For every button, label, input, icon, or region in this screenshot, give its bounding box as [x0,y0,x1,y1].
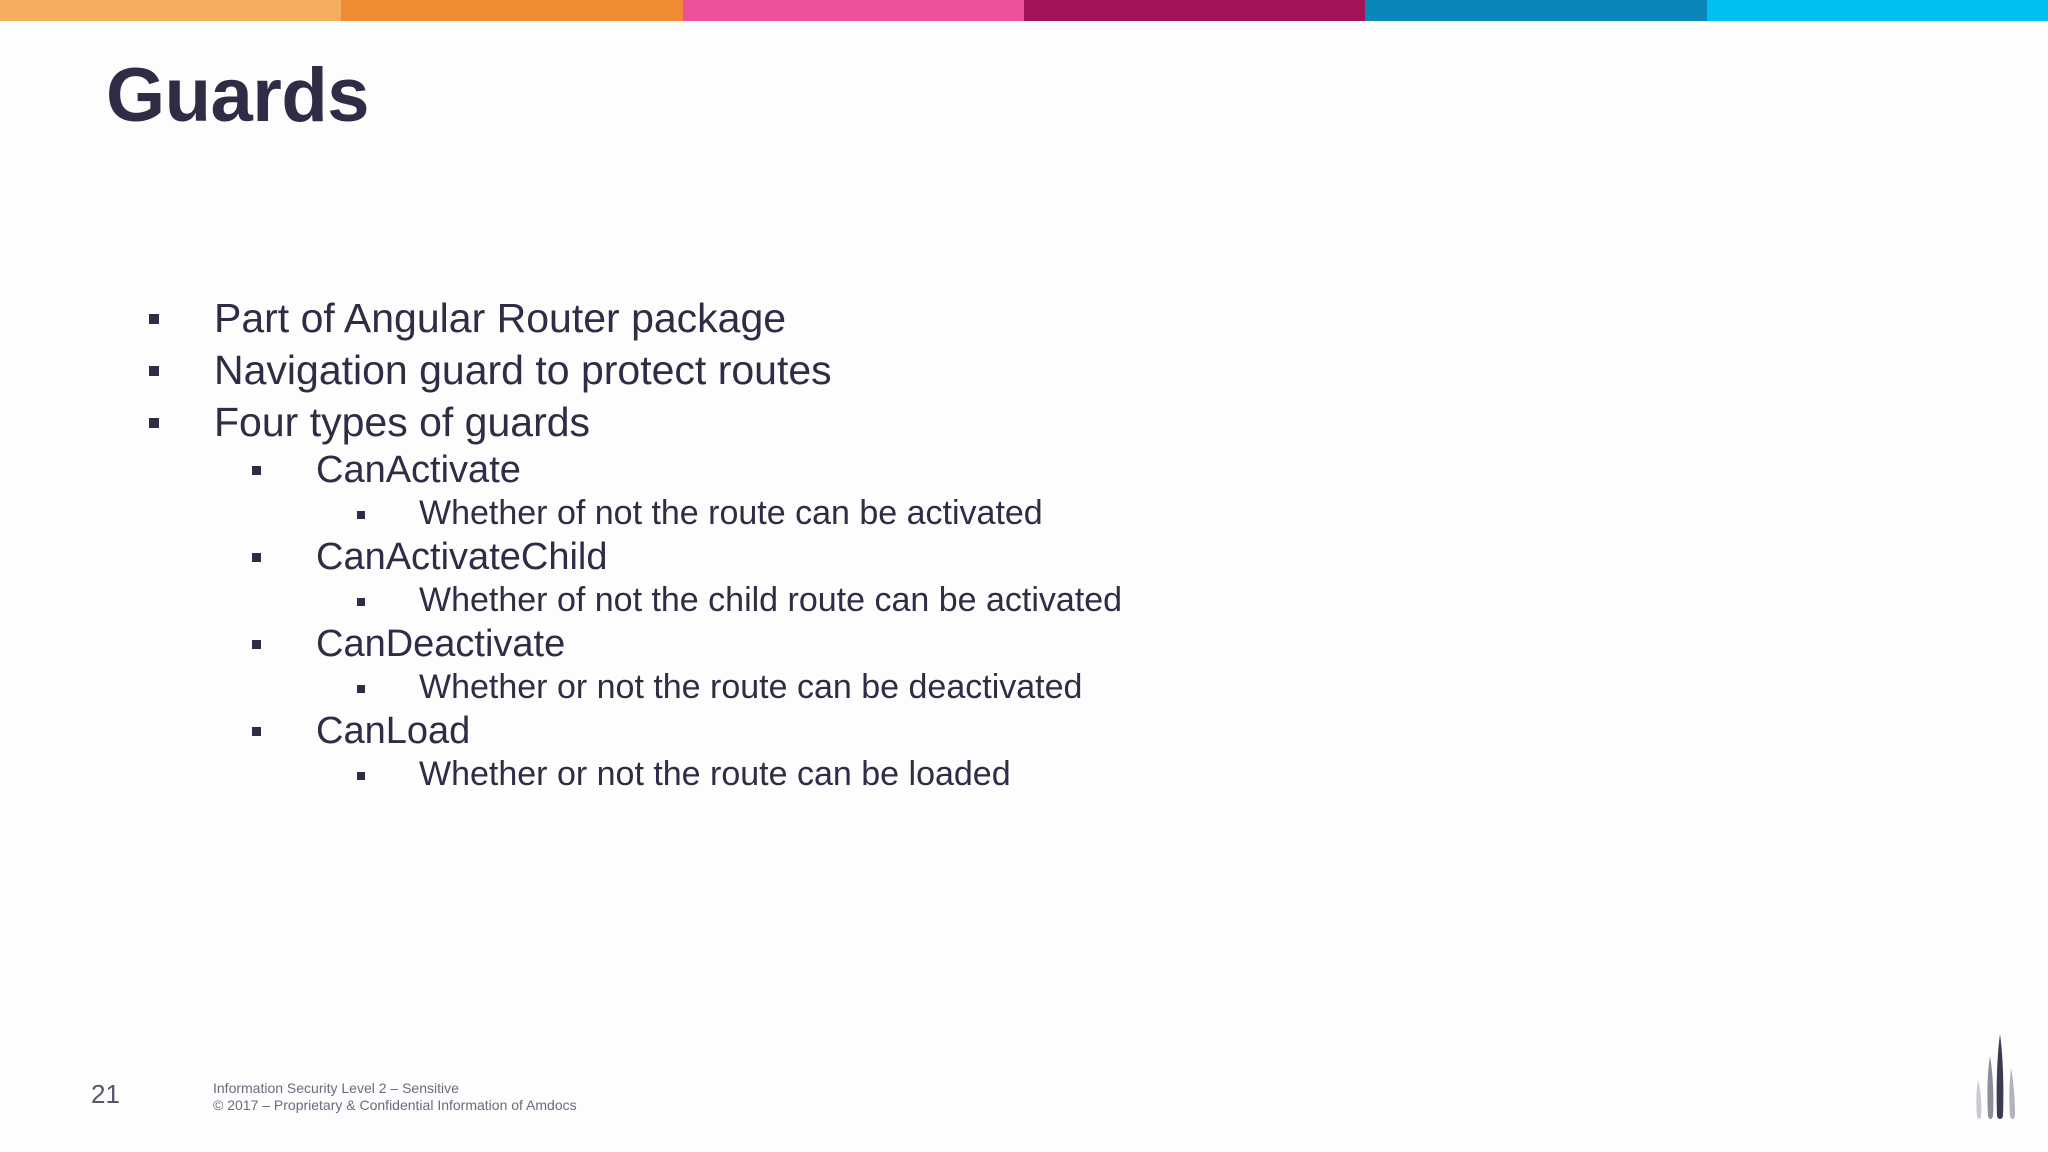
footer-copyright: © 2017 – Proprietary & Confidential Information of Amdocs [213,1097,577,1113]
guard-description-item [0,579,1600,622]
bullet-square-icon [252,553,261,562]
guard-type-item [0,622,1600,666]
guard-description-item [0,753,1600,796]
guard-description: Whether or not the route can be loaded [419,755,1011,793]
color-band-segment-3 [683,0,1024,21]
guard-description-item [0,492,1600,535]
footer-notice [213,1080,577,1114]
color-band-segment-2 [341,0,682,21]
bullet-square-icon [357,685,365,693]
bullet-square-icon [252,640,261,649]
bullet-square-icon [357,772,365,780]
bullet-list [0,292,1600,796]
list-item [0,292,1600,344]
footer-security-level: Information Security Level 2 – Sensitive [213,1080,459,1096]
color-band-segment-6 [1707,0,2048,21]
bullet-text: Part of Angular Router package [214,295,787,341]
bullet-square-icon [252,466,261,475]
page-number: 21 [91,1079,120,1109]
bullet-square-icon [149,314,159,324]
guard-type-name: CanActivateChild [316,536,608,578]
bullet-square-icon [357,511,365,519]
bullet-square-icon [252,727,261,736]
guard-type-item [0,535,1600,579]
amdocs-logo-icon [1968,1034,2016,1120]
guard-type-item [0,448,1600,492]
bullet-text: Navigation guard to protect routes [214,347,832,393]
bullet-square-icon [149,366,159,376]
guard-type-item [0,709,1600,753]
list-item [0,344,1600,396]
color-band-segment-1 [0,0,341,21]
guard-description-item [0,666,1600,709]
slide-title: Guards [106,53,370,138]
guard-type-name: CanActivate [316,449,521,491]
bullet-square-icon [149,418,159,428]
color-band-segment-5 [1365,0,1706,21]
guard-description: Whether of not the route can be activated [419,494,1043,532]
color-band [0,0,2048,21]
guard-type-name: CanLoad [316,710,471,752]
bullet-text: Four types of guards [214,399,591,445]
guard-description: Whether of not the child route can be activated [419,581,1123,619]
bullet-square-icon [357,598,365,606]
guard-description: Whether or not the route can be deactivated [419,668,1083,706]
guard-type-name: CanDeactivate [316,623,566,665]
list-item [0,396,1600,448]
color-band-segment-4 [1024,0,1365,21]
